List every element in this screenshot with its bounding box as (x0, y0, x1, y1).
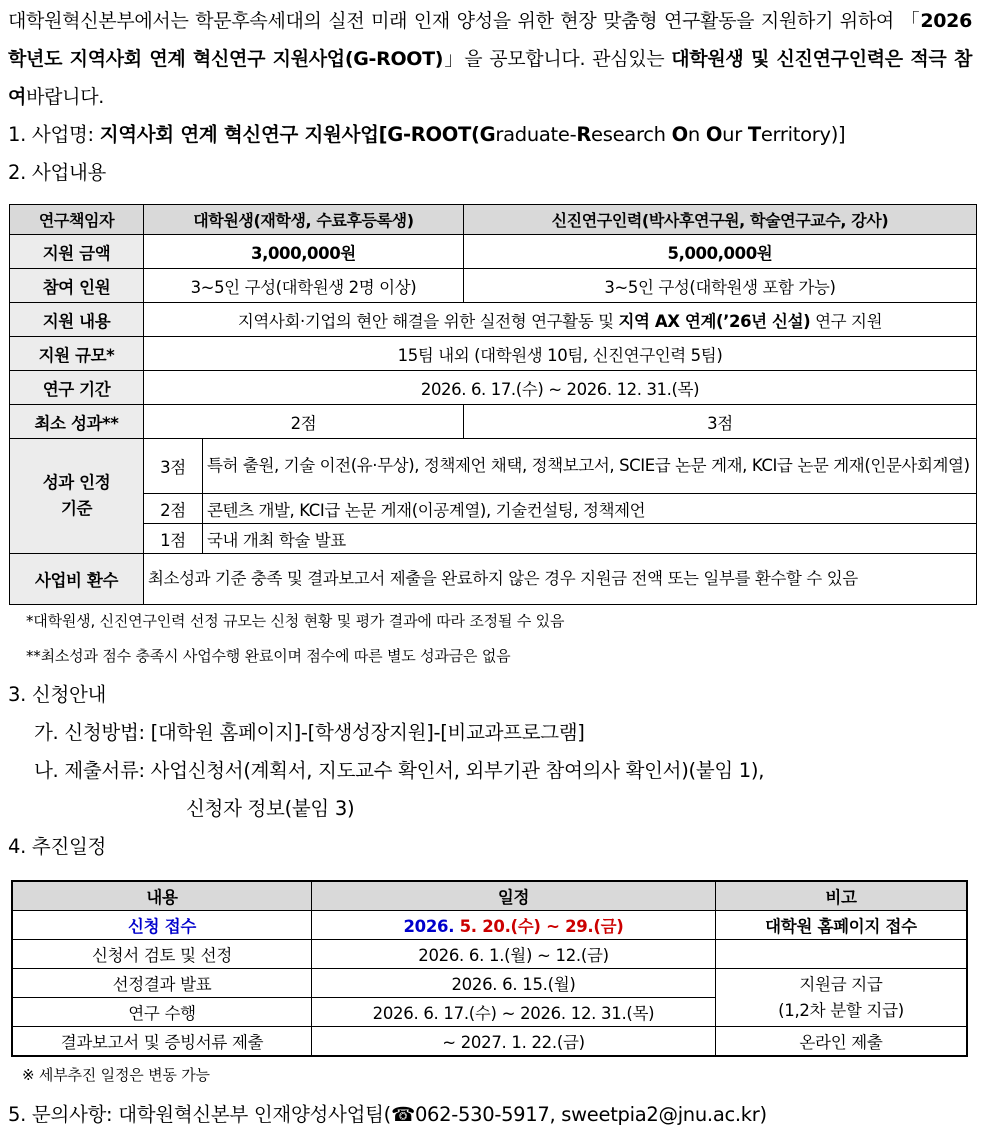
section-2-heading: 2. 사업내용 (8, 161, 107, 184)
header-cell: 연구책임자 (10, 205, 144, 235)
table-row (12, 940, 967, 969)
intro-text-1: 대학원혁신본부에서는 학문후속세대의 실전 미래 인재 양성을 위한 현장 맞춤형 연구활동을 지원하기 위하여 「 (8, 10, 921, 32)
schedule-table (11, 880, 968, 1057)
table-row (10, 235, 977, 269)
schedule-note: 온라인 제출 (716, 1027, 968, 1057)
apply-documents-list: 사업신청서(계획서, 지도교수 확인서, 외부기관 참여의사 확인서)(붙임 1), (150, 759, 765, 782)
table-row (10, 405, 977, 439)
section-1-label: 1. 사업명: (8, 123, 100, 146)
criteria-points: 1점 (144, 524, 203, 554)
table-cell: 3점 (463, 405, 976, 439)
schedule-note (716, 940, 968, 969)
schedule-item: 신청서 검토 및 선정 (12, 940, 312, 969)
footnote-2: **최소성과 점수 충족시 사업수행 완료이며 점수에 따른 별도 성과금은 없음 (26, 647, 511, 665)
acronym-t-rest: erritory)] (760, 123, 846, 146)
schedule-item: 신청 접수 (12, 911, 312, 940)
table-row (10, 524, 977, 554)
table-cell: 2점 (144, 405, 464, 439)
acronym-o1: O (671, 123, 688, 146)
apply-documents-cont: 신청자 정보(붙임 3) (186, 797, 355, 820)
schedule-footnote: ※ 세부추진 일정은 변동 가능 (22, 1066, 210, 1084)
table-row (12, 1027, 967, 1057)
row-label: 지원 규모* (10, 337, 144, 371)
criteria-text: 국내 개최 학술 발표 (203, 524, 977, 554)
intro-program-title: 2026학년도 지역사회 연계 혁신연구 지원사업(G-ROOT) (8, 10, 972, 70)
table-cell: 5,000,000원 (463, 235, 976, 269)
schedule-item: 결과보고서 및 증빙서류 제출 (12, 1027, 312, 1057)
program-name: 지역사회 연계 혁신연구 지원사업[G-ROOT( (99, 123, 480, 146)
acronym-o2: O (705, 123, 723, 146)
table-row (12, 969, 967, 998)
header-cell: 내용 (12, 881, 312, 911)
criteria-text: 콘텐츠 개발, KCI급 논문 게재(이공계열), 기술컨설팅, 정책제언 (203, 494, 977, 524)
table-header-row (10, 205, 977, 235)
table-cell: 2026. 6. 17.(수) ~ 2026. 12. 31.(목) (144, 371, 977, 405)
content-text-end: 연구 지원 (810, 311, 883, 331)
content-highlight: 지역 AX 연계(’26년 신설) (618, 311, 811, 331)
schedule-date: 2026. 6. 17.(수) ~ 2026. 12. 31.(목) (312, 998, 716, 1027)
schedule-note: 대학원 홈페이지 접수 (716, 911, 968, 940)
content-text: 지역사회·기업의 현안 해결을 위한 실전형 연구활동 및 (237, 311, 619, 331)
application-date (403, 917, 623, 936)
program-details-table (9, 204, 977, 605)
apply-documents-label: 나. 제출서류: (34, 759, 151, 782)
table-cell: 15팀 내외 (대학원생 10팀, 신진연구인력 5팀) (144, 337, 977, 371)
row-label: 연구 기간 (10, 371, 144, 405)
criteria-points: 3점 (144, 439, 203, 494)
acronym-t: T (747, 123, 761, 146)
header-cell: 대학원생(재학생, 수료후등록생) (144, 205, 464, 235)
table-row (10, 439, 977, 494)
apply-method-path: [대학원 홈페이지]-[학생성장지원]-[비교과프로그램] (150, 721, 585, 744)
application-year: 2026. (403, 917, 460, 936)
acronym-r-rest: esearch (591, 123, 672, 146)
header-cell: 일정 (312, 881, 716, 911)
row-label: 사업비 환수 (10, 554, 144, 605)
header-cell: 신진연구인력(박사후연구원, 학술연구교수, 강사) (463, 205, 976, 235)
table-row (10, 494, 977, 524)
schedule-item: 연구 수행 (12, 998, 312, 1027)
section-5 (8, 1096, 767, 1134)
apply-method (8, 714, 968, 752)
section-4-heading: 4. 추진일정 (8, 835, 107, 858)
table-header-row (12, 881, 967, 911)
acronym-o1-rest: n (687, 123, 706, 146)
section-1 (8, 116, 972, 154)
row-label: 최소 성과** (10, 405, 144, 439)
table-row (12, 911, 967, 940)
section-3-heading: 3. 신청안내 (8, 683, 107, 706)
table-row (10, 303, 977, 337)
schedule-date: 2026. 6. 15.(월) (312, 969, 716, 998)
criteria-points: 2점 (144, 494, 203, 524)
row-label: 참여 인원 (10, 269, 144, 303)
payment-note: 지원금 지급 (799, 974, 883, 994)
apply-documents (8, 752, 968, 790)
row-label: 성과 인정 기준 (10, 439, 144, 554)
payment-split-note: (1,2차 분할 지급) (778, 1000, 904, 1020)
table-row (10, 337, 977, 371)
row-label: 지원 내용 (10, 303, 144, 337)
intro-text-2: 」을 공모합니다. 관심있는 (443, 48, 672, 70)
table-cell: 3~5인 구성(대학원생 2명 이상) (144, 269, 464, 303)
application-range: 5. 20.(수) ~ 29.(금) (459, 917, 624, 936)
schedule-date: ~ 2027. 1. 22.(금) (312, 1027, 716, 1057)
section-3 (8, 676, 968, 866)
schedule-note-merged (716, 969, 968, 1027)
table-row (10, 269, 977, 303)
table-row (10, 554, 977, 605)
table-cell: 3,000,000원 (144, 235, 464, 269)
acronym-r: R (576, 123, 592, 146)
table-row (10, 371, 977, 405)
table-cell: 3~5인 구성(대학원생 포함 가능) (463, 269, 976, 303)
phone-icon: ☎ (390, 1103, 415, 1126)
contact-info: 062-530-5917, sweetpia2@jnu.ac.kr) (414, 1103, 767, 1126)
intro-paragraph (8, 2, 972, 116)
footnote-1: *대학원생, 신진연구인력 선정 규모는 신청 현황 및 평가 결과에 따라 조정될 수 있음 (26, 612, 565, 630)
criteria-text: 특허 출원, 기술 이전(유·무상), 정책제언 채택, 정책보고서, SCIE급 논문 게재, KCI급 논문 게재(인문사회계열) (203, 439, 977, 494)
acronym-g: G (479, 123, 496, 146)
section-5-label: 5. 문의사항: 대학원혁신본부 인재양성사업팀( (8, 1103, 391, 1126)
schedule-date: 2026. 6. 1.(월) ~ 12.(금) (312, 940, 716, 969)
schedule-item: 선정결과 발표 (12, 969, 312, 998)
header-cell: 비고 (716, 881, 968, 911)
intro-target: 대학원생 및 신진연구인력은 적극 참여 (8, 48, 972, 108)
table-cell: 최소성과 기준 충족 및 결과보고서 제출을 완료하지 않은 경우 지원금 전액 또는 일부를 환수할 수 있음 (144, 554, 977, 605)
section-1-name (100, 123, 846, 146)
table-cell (144, 303, 977, 337)
row-label: 지원 금액 (10, 235, 144, 269)
intro-text-3: 바랍니다. (26, 86, 105, 108)
acronym-g-rest: raduate- (495, 123, 577, 146)
apply-method-label: 가. 신청방법: (34, 721, 151, 744)
acronym-o2-rest: ur (722, 123, 748, 146)
schedule-date (312, 911, 716, 940)
